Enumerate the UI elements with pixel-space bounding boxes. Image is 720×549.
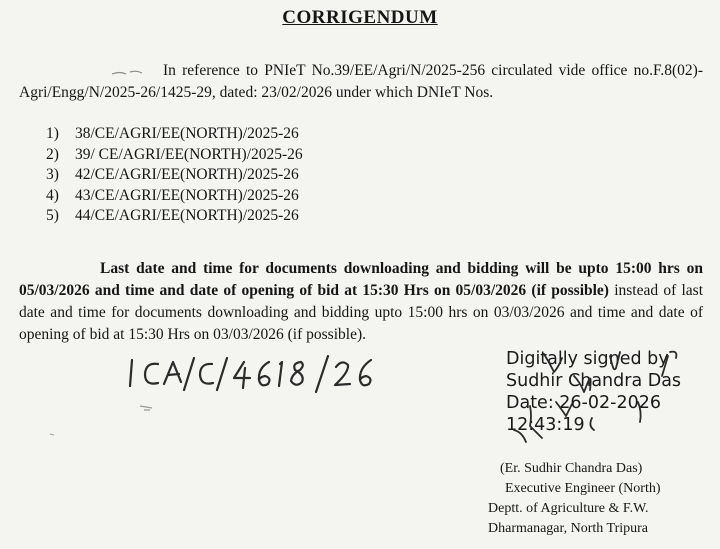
- list-item-text: 39/ CE/AGRI/EE(NORTH)/2025-26: [75, 145, 303, 163]
- list-item: [46, 124, 303, 145]
- notice-paragraph: [19, 258, 703, 346]
- list-item-number: 2): [46, 145, 59, 163]
- list-item-text: 38/CE/AGRI/EE(NORTH)/2025-26: [75, 125, 299, 142]
- list-item-number: 3): [46, 166, 59, 183]
- list-item-text: 42/CE/AGRI/EE(NORTH)/2025-26: [75, 166, 299, 183]
- designation-block: [480, 459, 680, 539]
- list-item: [46, 206, 303, 227]
- list-item-text: 44/CE/AGRI/EE(NORTH)/2025-26: [75, 207, 299, 224]
- signature-line: Sudhir Chandra Das: [506, 371, 682, 391]
- signatory-name: (Er. Sudhir Chandra Das): [500, 461, 643, 476]
- list-item-number: 1): [46, 125, 59, 142]
- signatory-post: Executive Engineer (North): [505, 481, 661, 496]
- notice-regular-text: instead of last date and time for documents downloading and bidding upto 15:00 hrs on 03/03/2026 and time and date of opening of bid at 15:30 Hrs on 03/03/2026 (if possible).: [19, 282, 704, 343]
- handwritten-reference: [124, 350, 386, 396]
- signature-line: Digitally signed by: [506, 349, 669, 369]
- list-item: [46, 145, 303, 166]
- list-item: [46, 165, 303, 186]
- list-item-number: 5): [46, 207, 59, 224]
- list-item-text: 43/CE/AGRI/EE(NORTH)/2025-26: [75, 186, 299, 204]
- signatory-place: Dharmanagar, North Tripura: [488, 521, 649, 536]
- page-title: CORRIGENDUM: [282, 7, 438, 28]
- signatory-department: Deptt. of Agriculture & F.W.: [488, 501, 649, 516]
- signature-line: Date: 26-02-2026: [506, 393, 661, 413]
- signature-line: 12:43:19: [506, 415, 585, 435]
- reference-paragraph: In reference to PNIeT No.39/EE/Agri/N/2025-256 circulated vide office no.F.8(02)-Agri/Engg/N/2025-26/1425-29, dated: 23/02/2026 under which DNIeT Nos.: [19, 62, 703, 101]
- ink-smudge: [40, 400, 180, 450]
- list-item: [46, 186, 303, 207]
- ink-smudge: [110, 62, 150, 82]
- list-item-number: 4): [46, 186, 59, 204]
- notice-bold-text: Last date and time for documents downloading and bidding will be upto 15:00 hrs on 05/03/2026 and time and date of opening of bid at 15:30 Hrs on 05/03/2026 (if possible): [19, 260, 703, 299]
- dniet-list: [46, 124, 303, 227]
- signature-strokes: [492, 346, 692, 456]
